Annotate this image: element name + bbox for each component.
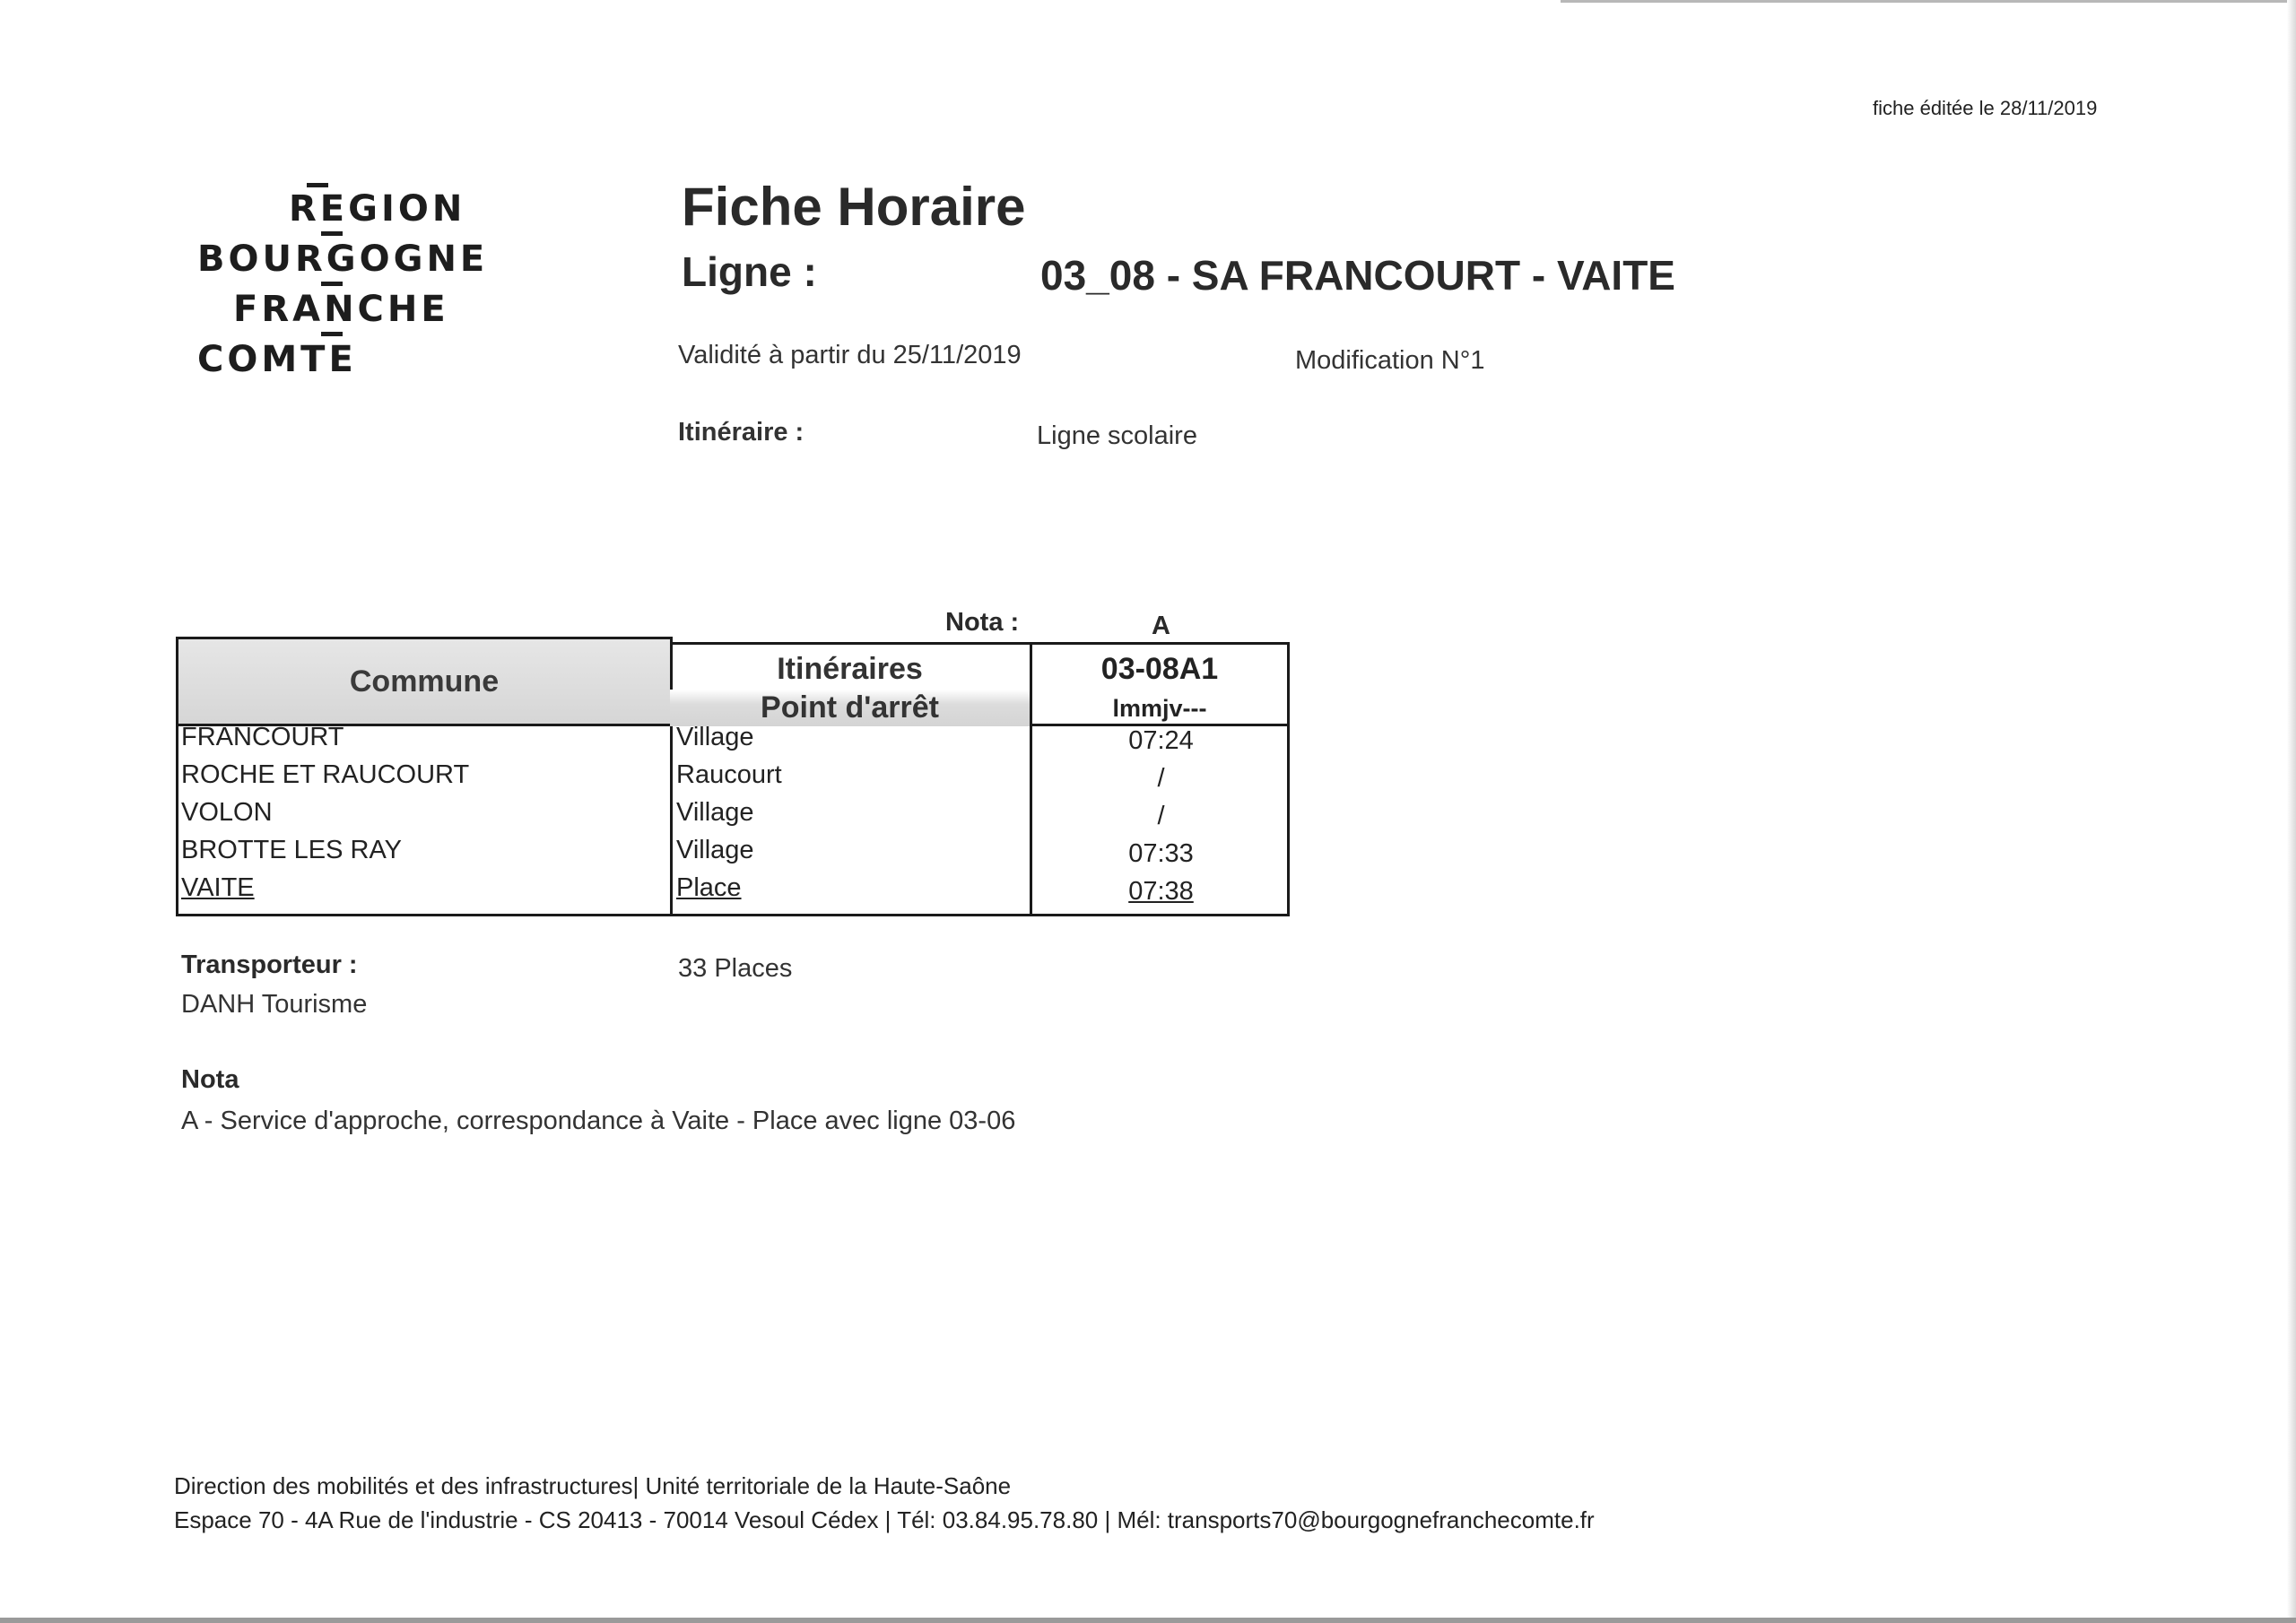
row-commune: VAITE (181, 873, 255, 902)
table-row (176, 760, 1290, 798)
carrier-name: DANH Tourisme (181, 990, 368, 1019)
table-nota-value: A (1152, 612, 1170, 640)
logo-line-2: BOURGOGNE (197, 239, 489, 280)
timetable (176, 637, 1290, 916)
validity-date: Validité à partir du 25/11/2019 (678, 341, 1022, 369)
modification-number: Modification N°1 (1295, 346, 1485, 375)
row-commune: BROTTE LES RAY (181, 836, 403, 864)
header-itineraires-label: Itinéraires (777, 652, 923, 686)
region-logo (188, 178, 493, 384)
scan-edge-top (1561, 0, 2296, 3)
logo-line-4: COMTE (197, 339, 357, 380)
carrier-places: 33 Places (678, 954, 793, 983)
row-time: 07:38 (1128, 877, 1194, 906)
footer-line-1: Direction des mobilités et des infrastructures| Unité territoriale de la Haute-Saône (174, 1472, 1012, 1499)
nota-text: A - Service d'approche, correspondance à Vaite - Place avec ligne 03-06 (181, 1107, 1016, 1135)
row-arret: Village (676, 798, 754, 827)
row-arret: Raucourt (676, 760, 782, 789)
row-time: / (1157, 802, 1165, 830)
row-time: / (1157, 764, 1165, 793)
table-nota-label: Nota : (945, 608, 1020, 637)
header-commune: Commune (176, 637, 673, 726)
row-commune: VOLON (181, 798, 273, 827)
carrier-label: Transporteur : (181, 950, 358, 979)
row-commune: FRANCOURT (181, 723, 344, 751)
header-itineraires (670, 642, 1032, 726)
scan-edge-bottom (0, 1618, 2296, 1623)
header-point-arret-label: Point d'arrêt (670, 690, 1030, 726)
logo-line-1: REGION (289, 188, 466, 230)
row-arret: Village (676, 723, 754, 751)
itineraire-value: Ligne scolaire (1037, 421, 1197, 450)
service-code: 03-08A1 (1100, 652, 1219, 686)
row-arret: Place (676, 873, 742, 902)
table-row (176, 723, 1290, 760)
page-title: Fiche Horaire (682, 177, 1026, 237)
header-service (1030, 642, 1290, 726)
footer-line-2: Espace 70 - 4A Rue de l'industrie - CS 20413 - 70014 Vesoul Cédex | Tél: 03.84.95.78.80 | Mél: transports70@bourgognefranchecomte.fr (174, 1506, 1595, 1533)
row-commune: ROCHE ET RAUCOURT (181, 760, 470, 789)
row-time: 07:24 (1128, 726, 1194, 755)
ligne-value: 03_08 - SA FRANCOURT - VAITE (1040, 252, 1675, 299)
logo-line-3: FRANCHE (233, 289, 449, 330)
ligne-label: Ligne : (682, 248, 817, 295)
service-days: lmmjv--- (1112, 695, 1207, 722)
scan-edge-right (2287, 0, 2296, 1623)
row-arret: Village (676, 836, 754, 864)
table-row (176, 873, 1290, 911)
edited-date: fiche éditée le 28/11/2019 (1873, 97, 2098, 119)
row-time: 07:33 (1128, 839, 1194, 868)
table-row (176, 836, 1290, 873)
itineraire-label: Itinéraire : (678, 418, 804, 447)
nota-label: Nota (181, 1065, 239, 1094)
table-row (176, 798, 1290, 836)
